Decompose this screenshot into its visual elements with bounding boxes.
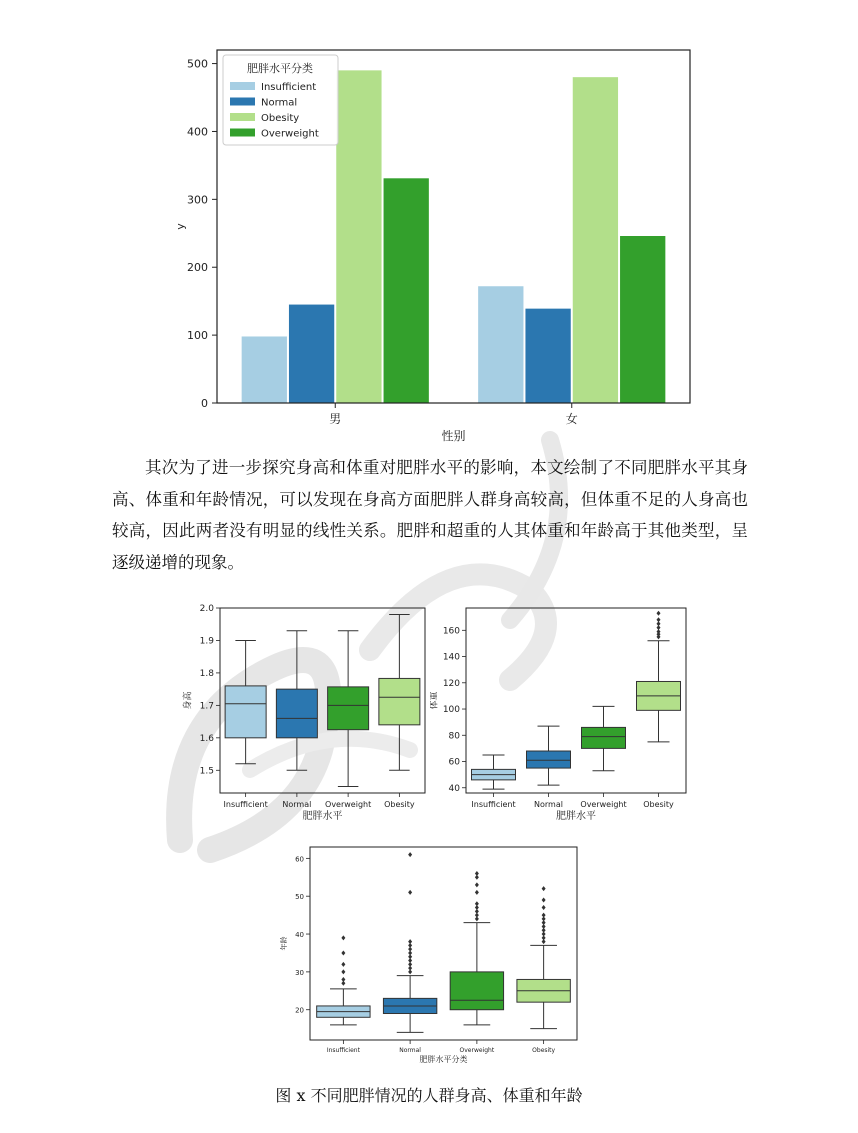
body-paragraph: 其次为了进一步探究身高和体重对肥胖水平的影响，本文绘制了不同肥胖水平其身高、体重和年龄情况，可以发现在身高方面肥胖人群身高较高，但体重不足的人身高也较高，因此两者没有明显的线性关系。肥胖和超重的人其体重和年龄高于其他类型，呈逐级递增的现象。	[112, 458, 748, 572]
x-tick-label: Overweight	[459, 1047, 495, 1054]
y-tick-label: 1.7	[199, 701, 214, 712]
y-axis-label: 年龄	[280, 936, 288, 951]
boxplot-height	[180, 603, 442, 825]
y-tick-label: 120	[442, 678, 460, 689]
outlier-point	[542, 886, 546, 891]
bar-insufficient	[478, 286, 523, 403]
outlier-point	[341, 935, 345, 940]
y-axis-label: 体重	[430, 691, 440, 710]
bar-insufficient	[242, 336, 287, 403]
x-axis-label: 肥胖水平	[556, 811, 596, 822]
bar-chart-gender-obesity	[170, 45, 700, 445]
x-tick-label: Normal	[399, 1047, 421, 1054]
y-tick-label: 40	[295, 931, 304, 940]
outlier-point	[657, 617, 661, 622]
y-tick-label: 0	[201, 397, 208, 410]
y-tick-label: 160	[442, 626, 460, 637]
x-tick-label: 男	[329, 412, 342, 426]
outlier-point	[657, 611, 661, 616]
x-tick-label: Overweight	[580, 800, 627, 809]
legend-swatch-normal	[230, 98, 255, 106]
y-tick-label: 200	[187, 261, 208, 275]
box-normal	[276, 689, 317, 738]
y-tick-label: 80	[448, 731, 460, 742]
legend-label: Normal	[261, 97, 298, 109]
outlier-point	[475, 871, 479, 876]
x-tick-label: Insufficient	[471, 800, 516, 809]
x-tick-label: Insufficient	[223, 800, 268, 809]
x-axis-label: 性别	[441, 429, 466, 443]
outlier-point	[408, 890, 412, 895]
x-axis-label: 肥胖水平	[302, 811, 343, 822]
y-tick-label: 50	[295, 893, 304, 902]
y-tick-label: 1.9	[199, 636, 214, 647]
outlier-point	[542, 905, 546, 910]
x-tick-label: Normal	[282, 800, 312, 809]
box-insufficient	[225, 686, 266, 738]
box-obesity	[379, 678, 420, 724]
bar-obesity	[336, 70, 381, 403]
y-tick-label: 1.8	[199, 668, 214, 679]
y-tick-label: 60	[295, 855, 304, 864]
box-normal	[527, 751, 571, 768]
y-axis-label: 身高	[183, 691, 194, 710]
x-tick-label: Overweight	[325, 800, 372, 809]
box-overweight	[582, 727, 626, 748]
y-tick-label: 140	[442, 652, 460, 663]
legend-title: 肥胖水平分类	[247, 62, 313, 75]
outlier-point	[341, 969, 345, 974]
y-tick-label: 400	[187, 125, 208, 139]
x-tick-label: Normal	[534, 800, 563, 809]
box-overweight	[450, 972, 503, 1010]
x-tick-label: Obesity	[532, 1047, 556, 1054]
y-tick-label: 40	[448, 783, 460, 794]
legend-label: Insufficient	[261, 82, 317, 93]
outlier-point	[475, 890, 479, 895]
outlier-point	[408, 939, 412, 944]
x-tick-label: Insufficient	[326, 1047, 360, 1054]
bar-normal	[525, 309, 570, 403]
outlier-point	[475, 901, 479, 906]
x-axis-label: 肥胖水平分类	[419, 1055, 468, 1064]
y-tick-label: 500	[187, 57, 208, 71]
legend-swatch-obesity	[230, 113, 255, 121]
outlier-point	[408, 852, 412, 857]
boxplot-age	[280, 842, 580, 1072]
x-tick-label: Obesity	[384, 800, 415, 809]
outlier-point	[341, 950, 345, 955]
y-tick-label: 1.5	[199, 766, 214, 777]
y-tick-label: 1.6	[199, 733, 214, 744]
legend-swatch-insufficient	[230, 82, 255, 90]
bar-obesity	[573, 77, 618, 403]
bar-normal	[289, 305, 334, 403]
outlier-point	[542, 897, 546, 902]
y-tick-label: 2.0	[199, 604, 214, 614]
y-tick-label: 100	[442, 705, 460, 716]
y-tick-label: 30	[295, 968, 304, 977]
y-tick-label: 300	[187, 193, 208, 207]
legend-label: Overweight	[261, 128, 319, 140]
legend-label: Obesity	[261, 113, 300, 124]
outlier-point	[341, 977, 345, 982]
y-tick-label: 20	[295, 1006, 304, 1015]
outlier-point	[341, 962, 345, 967]
y-tick-label: 60	[448, 757, 460, 768]
x-tick-label: 女	[565, 412, 578, 426]
box-overweight	[328, 687, 369, 730]
outlier-point	[475, 882, 479, 887]
y-tick-label: 100	[187, 329, 208, 343]
x-tick-label: Obesity	[643, 800, 674, 809]
bar-overweight	[620, 236, 665, 403]
bar-overweight	[384, 178, 429, 403]
boxplot-weight	[430, 603, 692, 825]
outlier-point	[542, 913, 546, 918]
figure-caption: 图 x 不同肥胖情况的人群身高、体重和年龄	[275, 1086, 583, 1105]
y-axis-label: y	[174, 223, 187, 230]
legend-swatch-overweight	[230, 129, 255, 137]
